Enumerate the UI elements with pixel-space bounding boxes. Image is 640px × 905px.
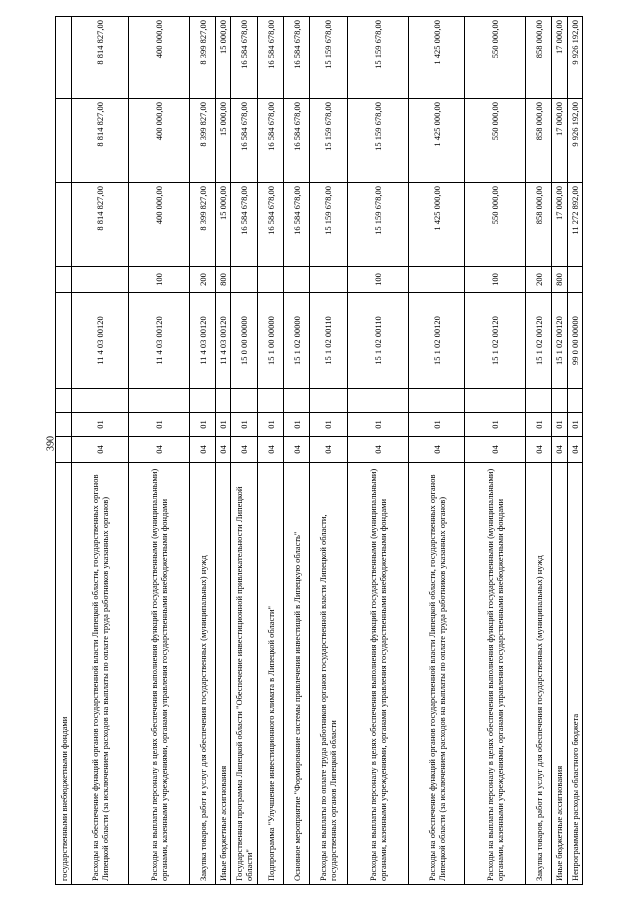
cell-name: Государственная программа Липецкой области "Обеспечение инвестиционной привлекательности Липецкой области"	[231, 463, 258, 885]
budget-table-body	[56, 17, 583, 885]
cell-rz: 01	[190, 413, 216, 437]
cell-ved: 04	[128, 437, 189, 463]
cell-sum-3: 17 000,00	[552, 17, 567, 99]
cell-sum-3: 16 584 678,00	[231, 17, 258, 99]
cell-pr	[465, 389, 526, 413]
table-row	[128, 17, 189, 885]
table-row	[215, 17, 230, 885]
cell-csr: 15 1 02 00110	[347, 293, 408, 389]
cell-vr	[408, 267, 464, 293]
cell-vr: 200	[526, 267, 552, 293]
cell-pr	[72, 389, 128, 413]
cell-csr: 15 0 00 00000	[231, 293, 258, 389]
cell-csr	[56, 293, 72, 389]
cell-ved: 04	[526, 437, 552, 463]
cell-sum-2: 1 425 000,00	[408, 99, 464, 183]
cell-sum-1: 16 584 678,00	[258, 183, 284, 267]
cell-pr	[215, 389, 230, 413]
table-row	[465, 17, 526, 885]
cell-csr: 15 1 00 00000	[258, 293, 284, 389]
cell-sum-1: 16 584 678,00	[284, 183, 310, 267]
cell-pr	[567, 389, 582, 413]
cell-rz	[56, 413, 72, 437]
cell-name: Расходы на выплаты персоналу в целях обеспечения выполнения функций государственными (муниципальными) органами, казенными учреждениями, органами управления государственными внебюджетными фондами	[128, 463, 189, 885]
table-row	[552, 17, 567, 885]
cell-pr	[310, 389, 348, 413]
cell-sum-1: 17 000,00	[552, 183, 567, 267]
cell-sum-2: 8 399 827,00	[190, 99, 216, 183]
cell-sum-2: 550 000,00	[465, 99, 526, 183]
table-row	[310, 17, 348, 885]
cell-vr	[284, 267, 310, 293]
cell-name: Закупка товаров, работ и услуг для обеспечения государственных (муниципальных) нужд	[526, 463, 552, 885]
cell-vr	[56, 267, 72, 293]
cell-vr	[258, 267, 284, 293]
cell-sum-1: 15 159 678,00	[347, 183, 408, 267]
page-number: 390	[45, 436, 57, 451]
cell-csr: 11 4 03 00120	[72, 293, 128, 389]
cell-sum-2: 15 159 678,00	[310, 99, 348, 183]
cell-rz: 01	[465, 413, 526, 437]
cell-rz: 01	[215, 413, 230, 437]
cell-sum-2: 8 814 827,00	[72, 99, 128, 183]
cell-name: Закупка товаров, работ и услуг для обеспечения государственных (муниципальных) нужд	[190, 463, 216, 885]
cell-sum-3: 8 814 827,00	[72, 17, 128, 99]
cell-sum-1: 858 000,00	[526, 183, 552, 267]
cell-sum-3	[56, 17, 72, 99]
cell-vr: 800	[215, 267, 230, 293]
cell-csr: 15 1 02 00120	[408, 293, 464, 389]
table-row	[526, 17, 552, 885]
table-row	[56, 17, 72, 885]
cell-sum-3: 16 584 678,00	[284, 17, 310, 99]
cell-sum-2: 15 000,00	[215, 99, 230, 183]
cell-csr: 15 1 02 00120	[526, 293, 552, 389]
cell-sum-2: 400 000,00	[128, 99, 189, 183]
cell-vr	[231, 267, 258, 293]
cell-vr	[310, 267, 348, 293]
cell-sum-3: 400 000,00	[128, 17, 189, 99]
cell-rz: 01	[72, 413, 128, 437]
cell-sum-2: 15 159 678,00	[347, 99, 408, 183]
cell-csr: 15 1 02 00110	[310, 293, 348, 389]
cell-vr: 100	[347, 267, 408, 293]
cell-vr: 800	[552, 267, 567, 293]
cell-rz: 01	[526, 413, 552, 437]
cell-rz: 01	[347, 413, 408, 437]
cell-ved: 04	[567, 437, 582, 463]
cell-pr	[258, 389, 284, 413]
cell-ved: 04	[310, 437, 348, 463]
cell-vr: 100	[128, 267, 189, 293]
cell-name: Расходы на выплаты персоналу в целях обеспечения выполнения функций государственными (муниципальными) органами, казенными учреждениями, органами управления государственными внебюджетными фондами	[347, 463, 408, 885]
cell-ved: 04	[284, 437, 310, 463]
table-row	[231, 17, 258, 885]
cell-ved: 04	[552, 437, 567, 463]
cell-rz: 01	[258, 413, 284, 437]
cell-sum-1: 400 000,00	[128, 183, 189, 267]
cell-sum-1: 1 425 000,00	[408, 183, 464, 267]
cell-csr: 11 4 03 00120	[215, 293, 230, 389]
cell-sum-3: 858 000,00	[526, 17, 552, 99]
cell-sum-3: 15 159 678,00	[310, 17, 348, 99]
cell-vr	[567, 267, 582, 293]
cell-sum-1: 11 272 892,00	[567, 183, 582, 267]
cell-sum-1: 8 399 827,00	[190, 183, 216, 267]
cell-name: Подпрограмма "Улучшение инвестиционного климата в Липецкой области"	[258, 463, 284, 885]
rotated-table-container	[55, 17, 583, 885]
table-row	[347, 17, 408, 885]
cell-rz: 01	[231, 413, 258, 437]
table-row	[567, 17, 582, 885]
cell-name: Расходы на обеспечение функций органов государственной власти Липецкой области, государственных органов Липецкой области (за исключением расходов на выплаты по оплате труда работников указанных органов)	[408, 463, 464, 885]
cell-sum-3: 15 159 678,00	[347, 17, 408, 99]
cell-sum-3: 8 399 827,00	[190, 17, 216, 99]
cell-sum-2: 16 584 678,00	[258, 99, 284, 183]
table-row	[408, 17, 464, 885]
cell-csr: 99 0 00 00000	[567, 293, 582, 389]
cell-ved: 04	[347, 437, 408, 463]
cell-pr	[408, 389, 464, 413]
budget-table	[55, 16, 583, 885]
cell-rz: 01	[567, 413, 582, 437]
cell-ved: 04	[231, 437, 258, 463]
cell-pr	[231, 389, 258, 413]
cell-rz: 01	[310, 413, 348, 437]
cell-ved: 04	[465, 437, 526, 463]
cell-sum-1: 8 814 827,00	[72, 183, 128, 267]
cell-sum-1	[56, 183, 72, 267]
cell-ved	[56, 437, 72, 463]
cell-csr: 11 4 03 00120	[190, 293, 216, 389]
cell-name: Иные бюджетные ассигнования	[552, 463, 567, 885]
cell-csr: 15 1 02 00000	[284, 293, 310, 389]
cell-sum-3: 1 425 000,00	[408, 17, 464, 99]
cell-name: Иные бюджетные ассигнования	[215, 463, 230, 885]
cell-sum-1: 15 000,00	[215, 183, 230, 267]
cell-rz: 01	[128, 413, 189, 437]
cell-sum-2: 17 000,00	[552, 99, 567, 183]
cell-ved: 04	[408, 437, 464, 463]
cell-sum-2: 16 584 678,00	[231, 99, 258, 183]
cell-sum-3: 9 926 192,00	[567, 17, 582, 99]
table-row	[72, 17, 128, 885]
cell-sum-3: 550 000,00	[465, 17, 526, 99]
cell-sum-2: 9 926 192,00	[567, 99, 582, 183]
cell-pr	[284, 389, 310, 413]
cell-pr	[190, 389, 216, 413]
cell-name: Основное мероприятие "Формирование системы привлечения инвестиций в Липецкую область"	[284, 463, 310, 885]
cell-pr	[552, 389, 567, 413]
cell-ved: 04	[258, 437, 284, 463]
cell-vr: 200	[190, 267, 216, 293]
cell-name: Расходы на выплаты персоналу в целях обеспечения выполнения функций государственными (муниципальными) органами, казенными учреждениями, органами управления государственными внебюджетными фондами	[465, 463, 526, 885]
cell-sum-2: 858 000,00	[526, 99, 552, 183]
cell-name: Расходы на выплаты по оплате труда работников органов государственной власти Липецкой области, государственных органов Липецкой области	[310, 463, 348, 885]
cell-ved: 04	[215, 437, 230, 463]
cell-sum-2: 16 584 678,00	[284, 99, 310, 183]
cell-name: государственными внебюджетными фондами	[56, 463, 72, 885]
table-row	[258, 17, 284, 885]
cell-sum-1: 15 159 678,00	[310, 183, 348, 267]
table-row	[284, 17, 310, 885]
cell-sum-3: 15 000,00	[215, 17, 230, 99]
cell-vr	[72, 267, 128, 293]
cell-ved: 04	[190, 437, 216, 463]
cell-csr: 11 4 03 00120	[128, 293, 189, 389]
cell-pr	[128, 389, 189, 413]
cell-csr: 15 1 02 00120	[465, 293, 526, 389]
cell-sum-3: 16 584 678,00	[258, 17, 284, 99]
cell-csr: 15 1 02 00120	[552, 293, 567, 389]
cell-rz: 01	[284, 413, 310, 437]
cell-name: Расходы на обеспечение функций органов государственной власти Липецкой области, государственных органов Липецкой области (за исключением расходов на выплаты по оплате труда работников указанных органов)	[72, 463, 128, 885]
cell-pr	[56, 389, 72, 413]
cell-pr	[526, 389, 552, 413]
cell-sum-1: 550 000,00	[465, 183, 526, 267]
table-row	[190, 17, 216, 885]
cell-name: Непрограммные расходы областного бюджета	[567, 463, 582, 885]
cell-rz: 01	[408, 413, 464, 437]
cell-vr: 100	[465, 267, 526, 293]
cell-sum-1: 16 584 678,00	[231, 183, 258, 267]
cell-ved: 04	[72, 437, 128, 463]
cell-sum-2	[56, 99, 72, 183]
cell-pr	[347, 389, 408, 413]
cell-rz: 01	[552, 413, 567, 437]
